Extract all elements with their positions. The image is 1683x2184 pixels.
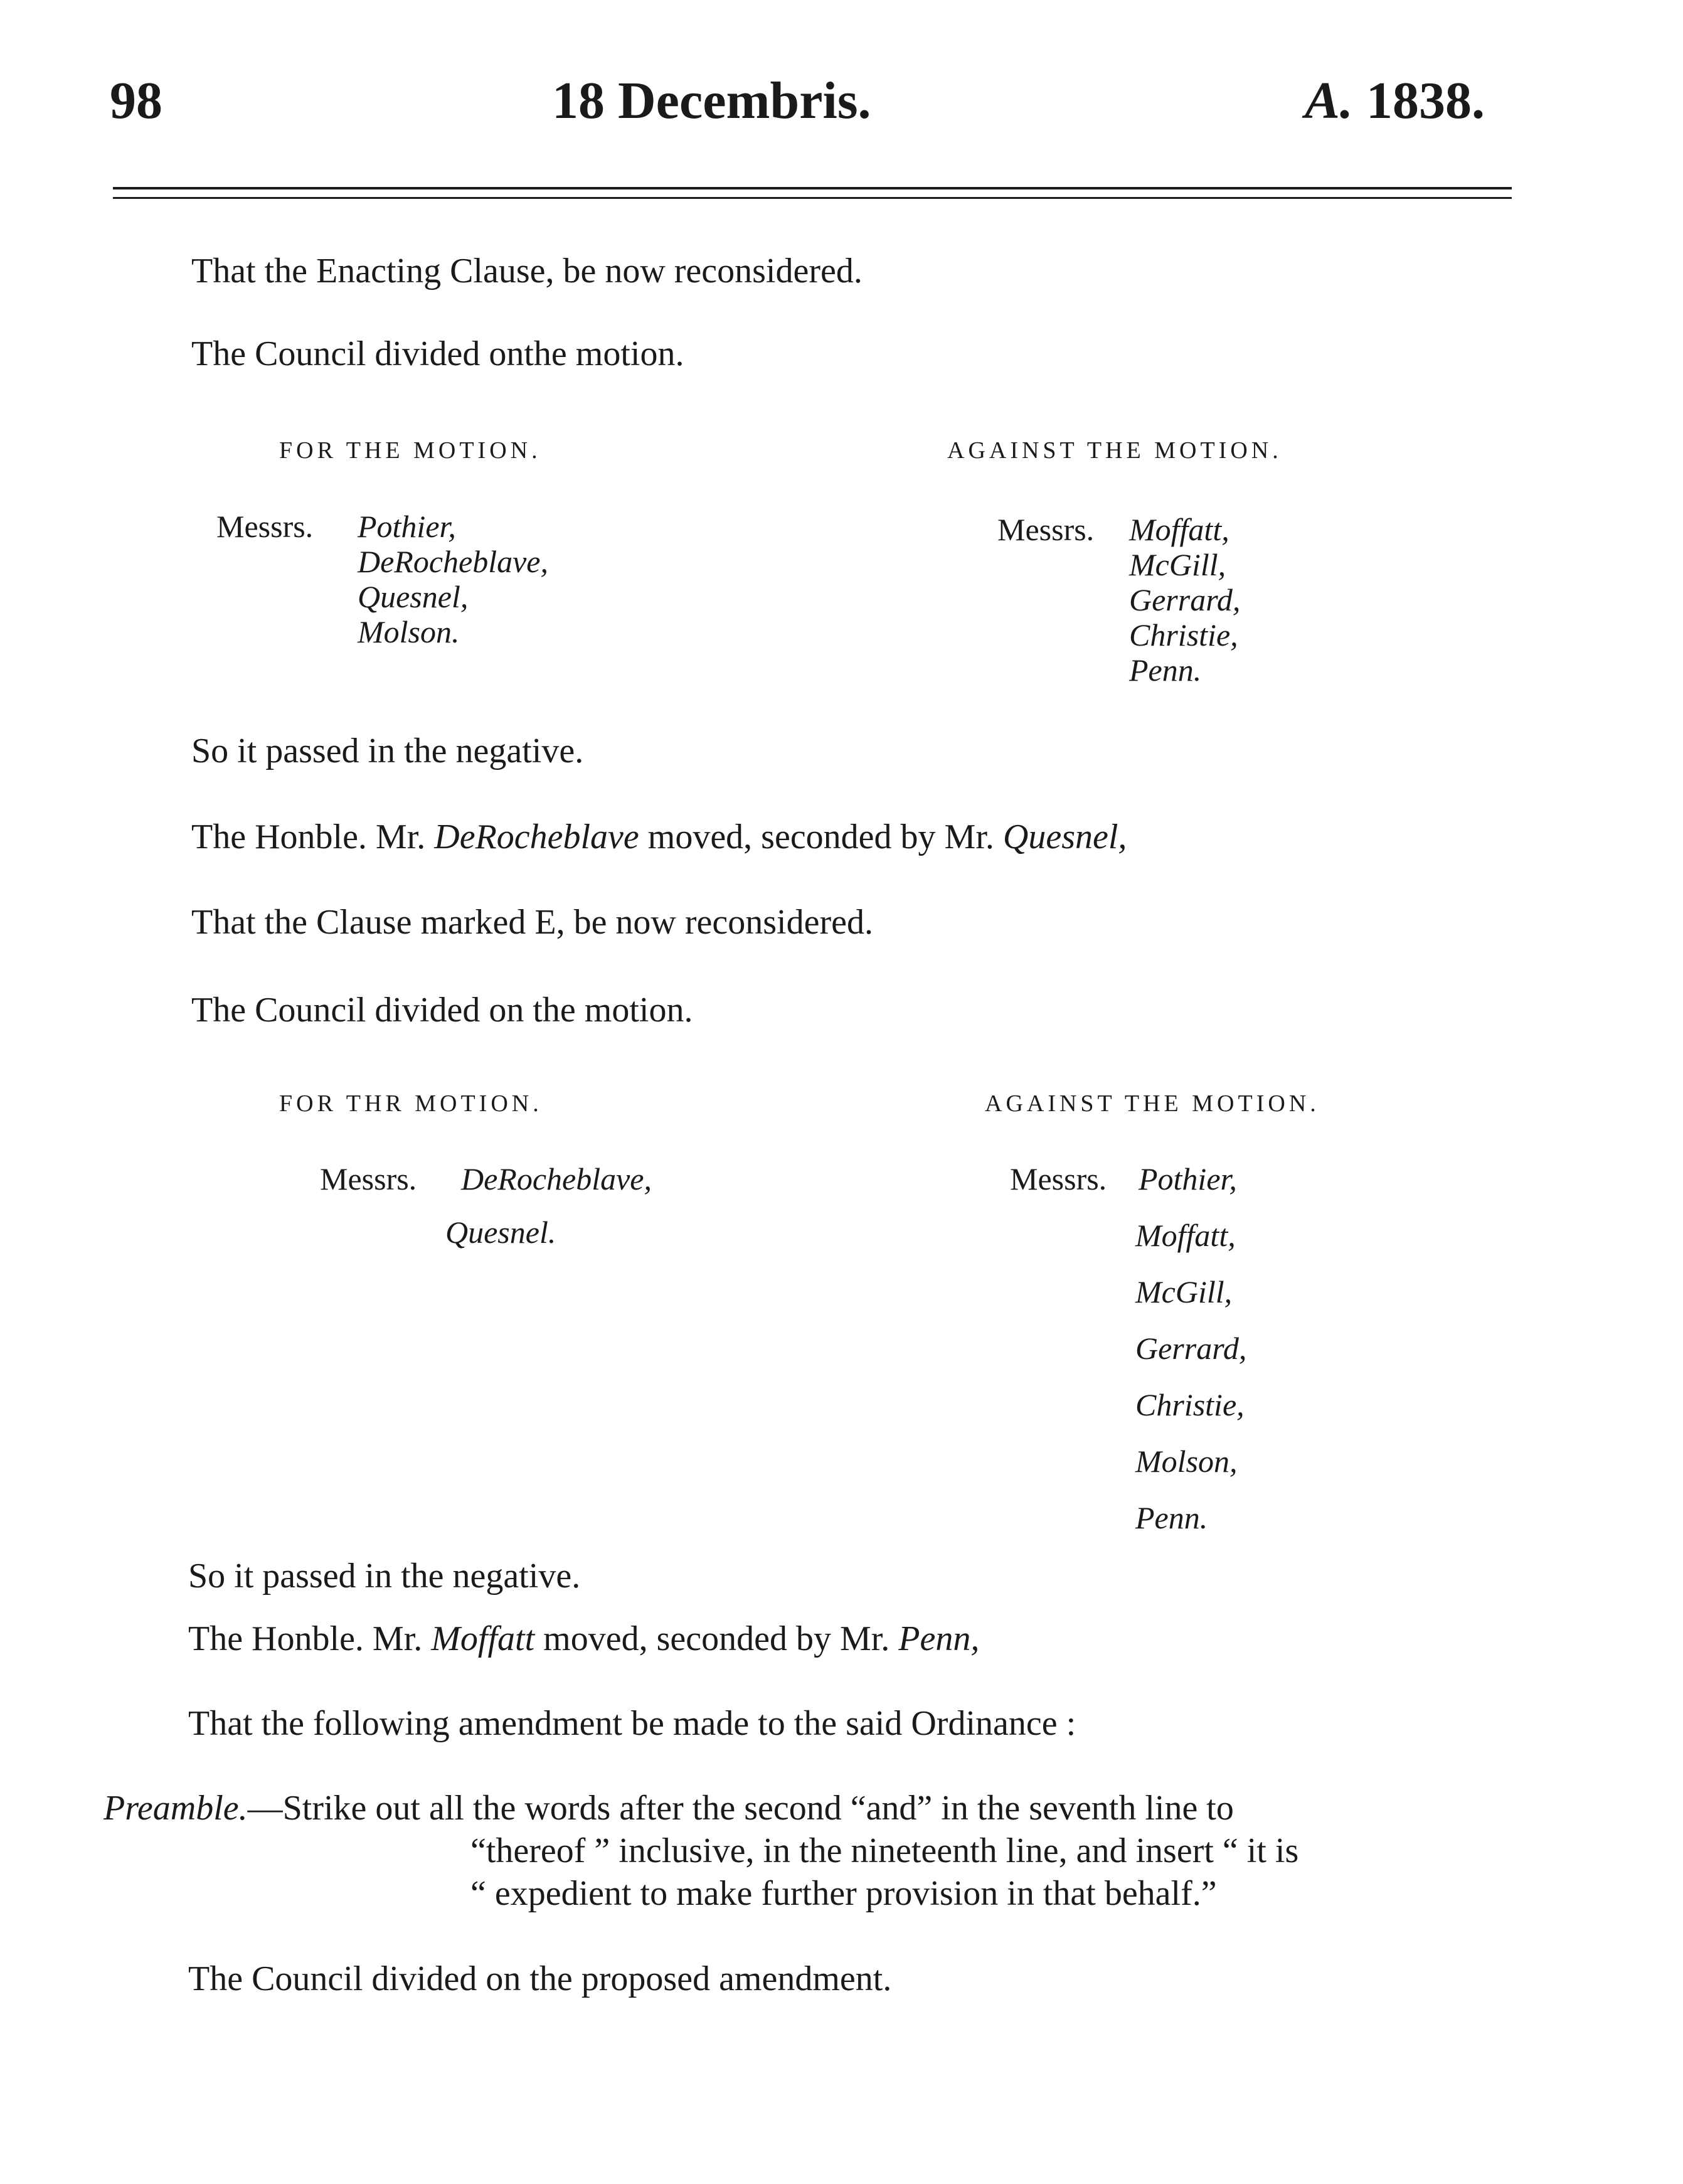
- preamble-line-2: “thereof ” inclusive, in the nineteenth line, and insert “ it is: [470, 1831, 1299, 1870]
- division2-against-name: Penn.: [1135, 1500, 1208, 1535]
- division1-for-messrs: Messrs.: [216, 509, 314, 544]
- header-rule-bottom: [113, 197, 1512, 199]
- member-name: Penn,: [898, 1619, 980, 1658]
- division2-against-heading: AGAINST THE MOTION.: [985, 1090, 1320, 1117]
- division2-against-name: McGill,: [1135, 1274, 1233, 1309]
- paragraph-council-divided-3: The Council divided on the proposed amendment.: [188, 1959, 892, 1998]
- preamble-label: Preamble.: [104, 1789, 248, 1828]
- division2-for-name: Quesnel.: [445, 1215, 556, 1250]
- paragraph-council-divided-1: The Council divided onthe motion.: [191, 334, 684, 373]
- division1-for-heading: FOR THE MOTION.: [279, 437, 541, 464]
- header-rule-top: [113, 187, 1512, 189]
- page-year: [1305, 70, 1485, 131]
- paragraph-council-divided-2: The Council divided on the motion.: [191, 991, 693, 1030]
- division2-for-heading: FOR THR MOTION.: [279, 1090, 543, 1117]
- paragraph-negative-2: So it passed in the negative.: [188, 1557, 581, 1595]
- division1-against-name: Moffatt,: [1129, 512, 1229, 547]
- text-segment: The Honble. Mr.: [191, 818, 426, 856]
- division1-against-heading: AGAINST THE MOTION.: [947, 437, 1282, 464]
- paragraph-enacting-clause: That the Enacting Clause, be now reconsidered.: [191, 252, 863, 290]
- division1-against-name: Christie,: [1129, 617, 1238, 653]
- preamble-line-1: [104, 1788, 1234, 1828]
- member-name: Quesnel,: [1002, 818, 1127, 856]
- year-prefix: A.: [1305, 72, 1354, 130]
- paragraph-clause-e: That the Clause marked E, be now reconsidered.: [191, 903, 873, 942]
- division1-for-name: DeRocheblave,: [358, 544, 549, 579]
- page-date: 18 Decembris.: [552, 72, 871, 130]
- division1-against-name: Gerrard,: [1129, 582, 1241, 617]
- division1-against-name: McGill,: [1129, 547, 1226, 582]
- text-segment: The Honble. Mr.: [188, 1619, 423, 1658]
- division1-for-name: Pothier,: [358, 509, 456, 544]
- division2-against-messrs: Messrs.: [1010, 1161, 1107, 1196]
- paragraph-negative-1: So it passed in the negative.: [191, 732, 584, 770]
- member-name: DeRocheblave: [434, 818, 639, 856]
- division1-for-name: Quesnel,: [358, 579, 469, 614]
- preamble-line-3: “ expedient to make further provision in that behalf.”: [470, 1874, 1217, 1913]
- paragraph-moffatt-motion: [188, 1619, 979, 1659]
- text-segment: —Strike out all the words after the second “and” in the seventh line to: [247, 1789, 1234, 1828]
- page-number: 98: [110, 72, 162, 130]
- division2-against-name: Gerrard,: [1135, 1331, 1247, 1366]
- division2-against-name: Christie,: [1135, 1387, 1245, 1422]
- division2-against-name: Molson,: [1135, 1444, 1238, 1479]
- division2-for-name: DeRocheblave,: [461, 1161, 652, 1196]
- member-name: Moffatt: [431, 1619, 535, 1658]
- division2-against-name: Moffatt,: [1135, 1218, 1236, 1253]
- text-segment: moved, seconded by Mr.: [543, 1619, 890, 1658]
- year-value: 1838.: [1366, 72, 1485, 130]
- paragraph-following-amendment: That the following amendment be made to the said Ordinance :: [188, 1704, 1076, 1743]
- division2-for-messrs: Messrs.: [320, 1161, 417, 1196]
- division1-for-name: Molson.: [358, 614, 460, 649]
- division1-against-name: Penn.: [1129, 653, 1202, 688]
- division1-against-messrs: Messrs.: [997, 512, 1095, 547]
- text-segment: moved, seconded by Mr.: [647, 818, 994, 856]
- division2-against-name: Pothier,: [1139, 1161, 1237, 1196]
- paragraph-derocheblave-motion: [191, 817, 1127, 857]
